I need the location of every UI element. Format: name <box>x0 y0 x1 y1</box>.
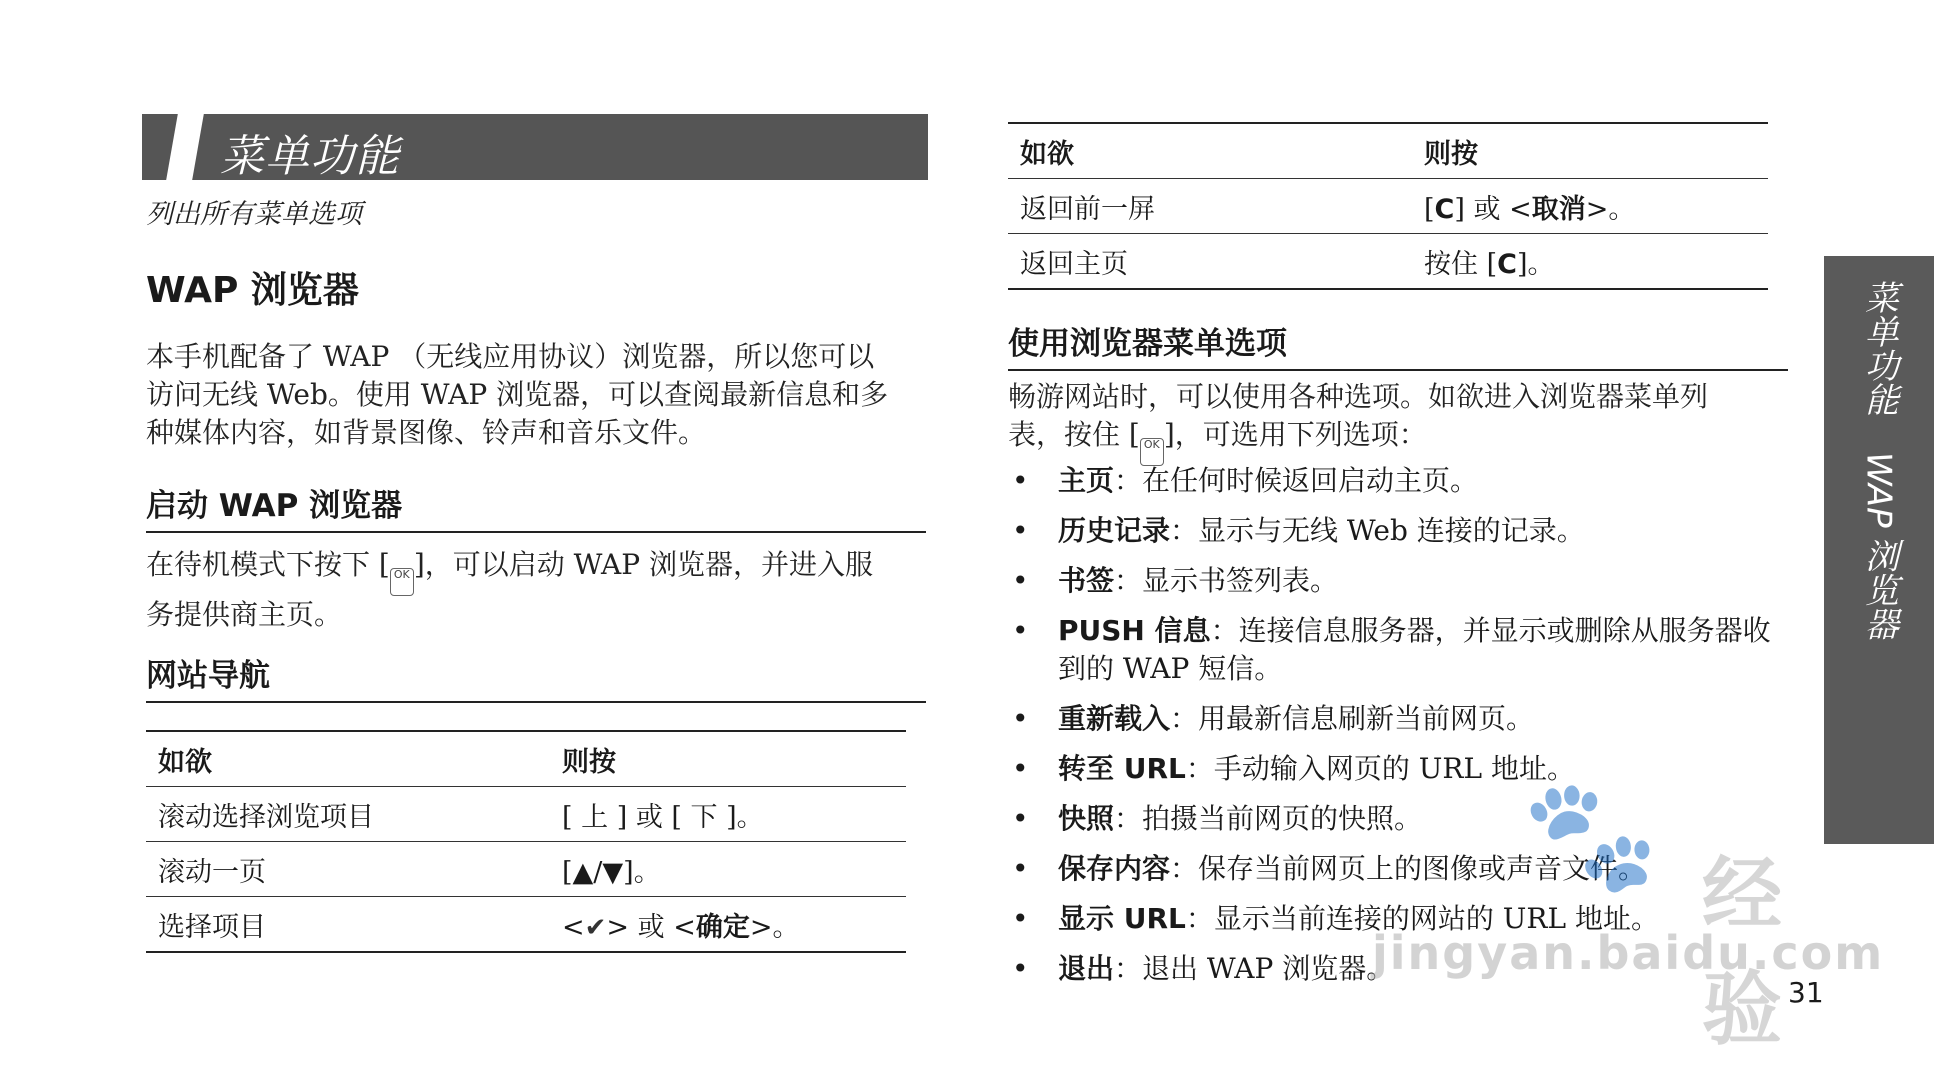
option-term: 历史记录 <box>1058 514 1171 547</box>
option-desc: ：退出 WAP 浏览器。 <box>1114 952 1395 985</box>
key-text-bold: 确定 <box>695 911 750 943</box>
list-item <box>1008 800 1798 838</box>
bullet-icon: • <box>1012 852 1029 885</box>
menu-intro-line-1: 畅游网站时，可以使用各种选项。如欲进入浏览器菜单列 <box>1008 380 1709 413</box>
option-desc: ：在任何时候返回启动主页。 <box>1114 464 1479 497</box>
option-desc: ：连接信息服务器，并显示或删除从服务器收到的 WAP 短信。 <box>1058 614 1771 685</box>
paw-logo-icon: 🐾 <box>1522 771 1659 899</box>
banner-title: 菜单功能 <box>220 131 400 182</box>
option-term: 保存内容 <box>1058 852 1171 885</box>
table-row <box>146 787 906 842</box>
option-desc: ：显示当前连接的网站的 URL 地址。 <box>1185 902 1659 935</box>
list-item <box>1008 900 1798 938</box>
table-row <box>146 842 906 897</box>
list-item <box>1008 512 1798 550</box>
table-cell-action: 返回主页 <box>1008 234 1412 290</box>
bullet-icon: • <box>1012 902 1029 935</box>
list-item <box>1008 850 1798 888</box>
key-text-bold: C <box>1497 248 1517 280</box>
table-cell-action: 滚动选择浏览项目 <box>146 787 550 842</box>
option-term: 重新载入 <box>1058 702 1171 735</box>
intro-line: 本手机配备了 WAP （无线应用协议）浏览器，所以您可以 <box>146 340 875 373</box>
table-cell-key <box>1412 179 1768 234</box>
side-tab-line-2: WAP 浏览器 <box>1858 452 1899 641</box>
start-text-before: 在待机模式下按下 [ <box>146 548 390 581</box>
table-row <box>146 897 906 953</box>
start-line-1 <box>146 546 936 596</box>
table-cell-key: [ 上 ] 或 [ 下 ]。 <box>550 787 906 842</box>
option-term: 退出 <box>1058 952 1115 985</box>
start-browser-paragraph <box>146 546 936 634</box>
bullet-icon: • <box>1012 514 1029 547</box>
browser-menu-intro <box>1008 378 1798 466</box>
start-line-2: 务提供商主页。 <box>146 598 343 631</box>
side-tab-line-1: 菜单功能 <box>1858 280 1899 416</box>
section-banner <box>142 114 928 180</box>
option-term: PUSH 信息 <box>1058 614 1211 647</box>
page-number: 31 <box>1788 976 1824 1009</box>
list-item <box>1008 700 1798 738</box>
table-header-row <box>1008 123 1768 179</box>
option-desc: ：显示书签列表。 <box>1114 564 1339 597</box>
table-cell-action: 滚动一页 <box>146 842 550 897</box>
navigation-table-continued <box>1008 122 1768 290</box>
site-navigation-heading: 网站导航 <box>146 650 926 703</box>
column-header: 则按 <box>1412 123 1768 179</box>
page-title: WAP 浏览器 <box>146 270 359 311</box>
key-text-bold: 取消 <box>1531 193 1586 225</box>
bullet-icon: • <box>1012 464 1029 497</box>
banner-tab-marker <box>166 114 204 180</box>
option-desc: ：用最新信息刷新当前网页。 <box>1170 702 1535 735</box>
chapter-side-tab <box>1824 256 1934 844</box>
table-cell-key <box>1412 234 1768 290</box>
option-term: 显示 URL <box>1058 902 1186 935</box>
option-desc: ：显示与无线 Web 连接的记录。 <box>1170 514 1585 547</box>
table-cell-key: [▲/▼]。 <box>550 842 906 897</box>
bullet-icon: • <box>1012 702 1029 735</box>
column-header: 如欲 <box>146 731 550 787</box>
list-item <box>1008 750 1798 788</box>
key-text: >。 <box>749 911 800 943</box>
key-text: ]。 <box>1516 248 1555 280</box>
key-text: > 或 < <box>606 911 696 943</box>
bullet-icon: • <box>1012 564 1029 597</box>
table-row <box>1008 234 1768 290</box>
menu-intro-line-2 <box>1008 416 1798 466</box>
banner-subtitle: 列出所有菜单选项 <box>146 199 362 230</box>
key-text-bold: C <box>1434 193 1455 225</box>
watermark-brand-text: 经验 <box>1702 848 1782 1056</box>
browser-options-list <box>1008 462 1798 1000</box>
table-row <box>1008 179 1768 234</box>
bullet-icon: • <box>1012 802 1029 835</box>
option-term: 主页 <box>1058 464 1115 497</box>
ok-key-icon: OK <box>390 568 414 596</box>
list-item <box>1008 612 1798 688</box>
column-header: 如欲 <box>1008 123 1412 179</box>
option-desc: ：手动输入网页的 URL 地址。 <box>1185 752 1575 785</box>
table-cell-action: 返回前一屏 <box>1008 179 1412 234</box>
column-header: 则按 <box>550 731 906 787</box>
menu-intro-after: ]，可选用下列选项： <box>1163 418 1427 451</box>
option-term: 转至 URL <box>1058 752 1186 785</box>
key-text: 按住 [ <box>1424 248 1498 280</box>
intro-paragraph <box>146 338 936 452</box>
bullet-icon: • <box>1012 752 1029 785</box>
option-term: 快照 <box>1058 802 1115 835</box>
option-desc: ：保存当前网页上的图像或声音文件。 <box>1170 852 1647 885</box>
table-cell-key <box>550 897 906 953</box>
watermark-url: jingyan.baidu.com <box>1372 926 1885 980</box>
browser-menu-heading: 使用浏览器菜单选项 <box>1008 318 1788 371</box>
bullet-icon: • <box>1012 614 1029 647</box>
table-cell-action: 选择项目 <box>146 897 550 953</box>
option-term: 书签 <box>1058 564 1115 597</box>
key-text: >。 <box>1585 193 1636 225</box>
side-tab-text <box>1824 256 1934 844</box>
key-text: < <box>562 911 585 943</box>
key-text: ] 或 < <box>1454 193 1532 225</box>
ok-key-icon: OK <box>1140 438 1164 466</box>
list-item <box>1008 562 1798 600</box>
bullet-icon: • <box>1012 952 1029 985</box>
start-browser-heading: 启动 WAP 浏览器 <box>146 480 926 533</box>
navigation-table <box>146 730 906 953</box>
intro-line: 种媒体内容，如背景图像、铃声和音乐文件。 <box>146 416 707 449</box>
list-item <box>1008 462 1798 500</box>
menu-intro-before: 表，按住 [ <box>1008 418 1140 451</box>
list-item <box>1008 950 1798 988</box>
key-text: [ <box>1424 193 1435 225</box>
intro-line: 访问无线 Web。使用 WAP 浏览器，可以查阅最新信息和多 <box>146 378 889 411</box>
option-desc: ：拍摄当前网页的快照。 <box>1114 802 1423 835</box>
table-header-row <box>146 731 906 787</box>
start-text-after: ]，可以启动 WAP 浏览器，并进入服 <box>413 548 873 581</box>
checkmark-icon: ✔ <box>584 912 607 943</box>
